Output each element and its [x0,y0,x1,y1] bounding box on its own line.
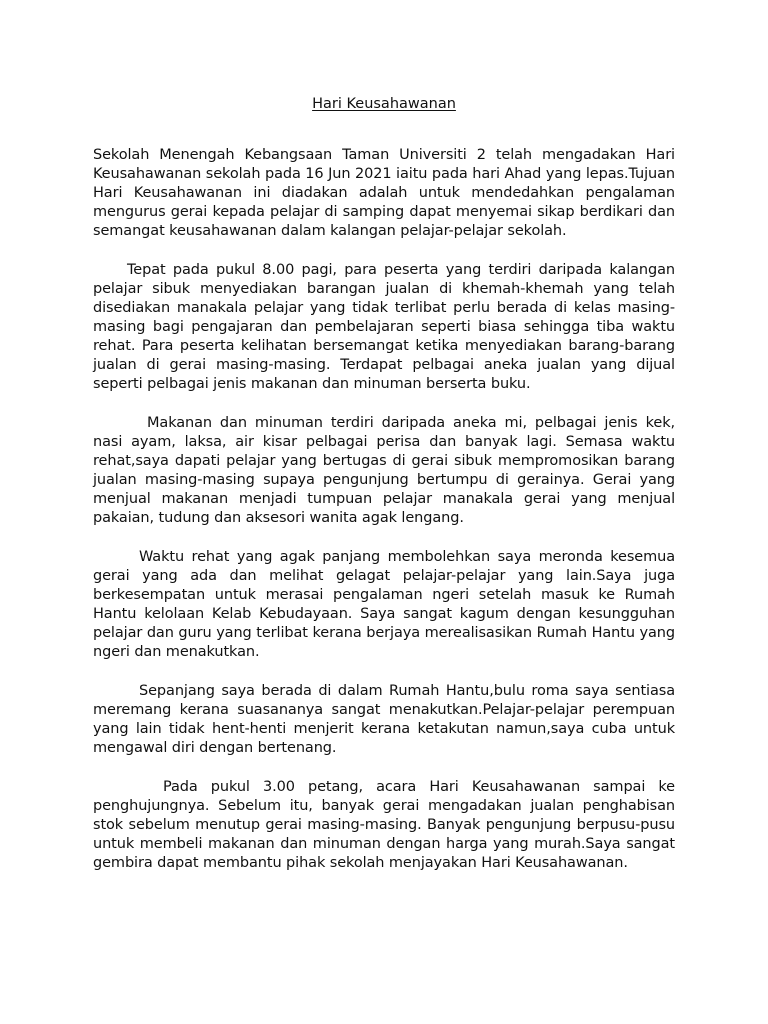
paragraph-4: Waktu rehat yang agak panjang membolehkan saya meronda kesemua gerai yang ada dan melihat gelagat pelajar-pelajar yang lain.Saya juga berkesempatan untuk merasai pengalaman ngeri setelah masuk ke Rumah Hantu kelolaan Kelab Kebudayaan. Saya sangat kagum dengan kesungguhan pelajar dan guru yang terlibat kerana berjaya merealisasikan Rumah Hantu yang ngeri dan menakutkan. [93,549,675,660]
paragraph-2: Tepat pada pukul 8.00 pagi, para peserta yang terdiri daripada kalangan pelajar sibuk menyediakan barangan jualan di khemah-khemah yang telah disediakan manakala pelajar yang tidak terlibat perlu berada di kelas masing-masing bagi pengajaran dan pembelajaran seperti biasa sehingga tiba waktu rehat. Para peserta kelihatan bersemangat ketika menyediakan barang-barang jualan di gerai masing-masing. Terdapat pelbagai aneka jualan yang dijual seperti pelbagai jenis makanan dan minuman berserta buku. [93,262,675,392]
document-body [93,146,675,893]
paragraph-1: Sekolah Menengah Kebangsaan Taman Universiti 2 telah mengadakan Hari Keusahawanan sekolah pada 16 Jun 2021 iaitu pada hari Ahad yang lepas.Tujuan Hari Keusahawanan ini diadakan adalah untuk mendedahkan pengalaman mengurus gerai kepada pelajar di samping dapat menyemai sikap berdikari dan semangat keusahawanan dalam kalangan pelajar-pelajar sekolah. [93,147,675,239]
paragraph-6: Pada pukul 3.00 petang, acara Hari Keusahawanan sampai ke penghujungnya. Sebelum itu, banyak gerai mengadakan jualan penghabisan stok sebelum menutup gerai masing-masing. Banyak pengunjung berpusu-pusu untuk membeli makanan dan minuman dengan harga yang murah.Saya sangat gembira dapat membantu pihak sekolah menjayakan Hari Keusahawanan. [93,779,675,871]
document-title: Hari Keusahawanan [312,96,456,112]
paragraph-3: Makanan dan minuman terdiri daripada aneka mi, pelbagai jenis kek, nasi ayam, laksa, air kisar pelbagai perisa dan banyak lagi. Semasa waktu rehat,saya dapati pelajar yang bertugas di gerai sibuk mempromosikan barang jualan masing-masing supaya pengunjung bertumpu di gerainya. Gerai yang menjual makanan menjadi tumpuan pelajar manakala gerai yang menjual pakaian, tudung dan aksesori wanita agak lengang. [93,415,675,526]
paragraph-5: Sepanjang saya berada di dalam Rumah Hantu,bulu roma saya sentiasa meremang kerana suasananya sangat menakutkan.Pelajar-pelajar perempuan yang lain tidak hent-henti menjerit kerana ketakutan namun,saya cuba untuk mengawal diri dengan bertenang. [93,683,675,756]
